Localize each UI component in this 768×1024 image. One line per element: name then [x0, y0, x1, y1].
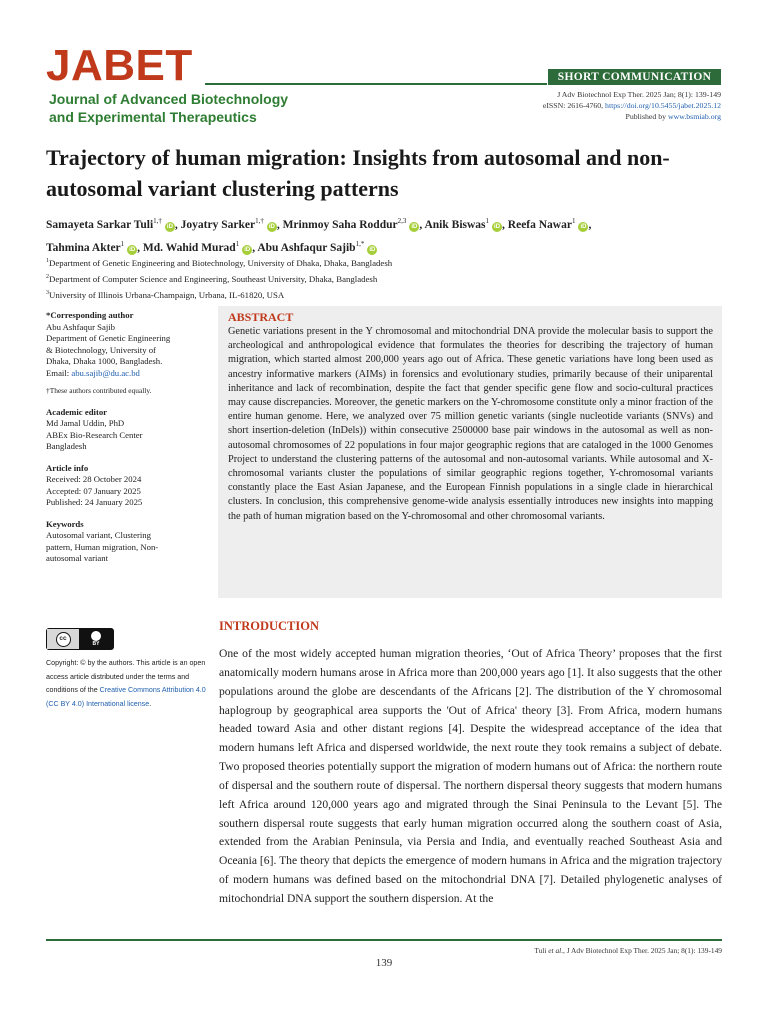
- orcid-icon[interactable]: iD: [129, 246, 136, 253]
- affiliation-item: [46, 254, 392, 270]
- author-separator: ,: [588, 218, 592, 231]
- abstract-heading: ABSTRACT: [228, 310, 294, 324]
- author: [142, 239, 258, 254]
- footer-etal: et al.: [548, 946, 564, 955]
- affiliation-mark: 1: [46, 258, 49, 264]
- author: [424, 219, 507, 231]
- journal-meta: [543, 89, 721, 122]
- corresponding-line: & Biotechnology, University of: [46, 344, 156, 355]
- cc-icon: cc: [56, 632, 71, 647]
- author-name: Abu Ashfaqur Sajib: [257, 241, 356, 254]
- article-info-block: [46, 463, 211, 509]
- cc-icon-panel: [47, 629, 79, 649]
- author-name: Joyatry Sarker: [180, 218, 256, 231]
- published-date: Published: 24 January 2025: [46, 497, 143, 507]
- author-name: Reefa Nawar: [507, 218, 572, 231]
- abstract-box: [218, 306, 722, 598]
- author-name: Anik Biswas: [424, 218, 486, 231]
- orcid-icon[interactable]: iD: [411, 223, 418, 230]
- editor-line: Md Jamal Uddin, PhD: [46, 418, 125, 428]
- affiliation-mark: 3: [46, 289, 49, 296]
- footer-rule: [46, 939, 722, 941]
- doi-link[interactable]: https://doi.org/10.5455/jabet.2025.12: [605, 101, 721, 110]
- author: [181, 219, 283, 231]
- author-name: Mrinmoy Saha Roddur: [282, 218, 398, 231]
- academic-editor-heading: Academic editor: [46, 406, 108, 417]
- corresponding-line: Dhaka, Dhaka 1000, Bangladesh.: [46, 356, 163, 366]
- author-affiliation-mark: 1: [120, 239, 125, 248]
- equal-contribution-note: †These authors contributed equally.: [46, 386, 152, 395]
- editor-line: Bangladesh: [46, 441, 87, 451]
- author-name: Md. Wahid Murad: [142, 241, 236, 254]
- author-separator: ,: [502, 218, 508, 231]
- accepted-date: Accepted: 07 January 2025: [46, 485, 141, 496]
- affiliation-item: [46, 286, 392, 302]
- page-number: 139: [375, 957, 393, 969]
- orcid-icon[interactable]: iD: [580, 223, 587, 230]
- published-by-text: Published by: [625, 112, 668, 121]
- email-link[interactable]: abu.sajib@du.ac.bd: [71, 367, 140, 378]
- author-list: [46, 212, 726, 258]
- author: [46, 239, 143, 254]
- affiliation-list: [46, 254, 392, 302]
- eissn-text: eISSN: 2616-4760,: [542, 101, 606, 110]
- academic-editor-block: [46, 407, 211, 453]
- keywords-heading: Keywords: [46, 518, 84, 529]
- author-name: Samayeta Sarkar Tuli: [46, 218, 154, 231]
- publisher-line: [543, 111, 721, 122]
- journal-logo: JABET: [46, 41, 193, 90]
- email-label: Email:: [46, 367, 72, 378]
- article-sidebar: [46, 310, 211, 575]
- article-title: Trajectory of human migration: Insights from autosomal and non-autosomal variant clustering patterns: [46, 145, 670, 201]
- cc-by-icon: [79, 629, 113, 649]
- orcid-icon[interactable]: iD: [166, 223, 173, 230]
- editor-line: ABEx Bio-Research Center: [46, 429, 143, 440]
- footer-author: Tuli: [534, 946, 549, 955]
- by-label: BY: [92, 641, 100, 647]
- article-type-badge: SHORT COMMUNICATION: [548, 69, 721, 85]
- author-separator: ,: [137, 241, 143, 254]
- abstract-text: Genetic variations present in the Y chromosomal and mitochondrial DNA provide the molecular basis to support the archeological and anthropological evidence that formulates the theories for describing the trajectory of human migration, which started almost 200,000 years ago out of Africa. These genetic variations have long been used as ancestry informative markers (AIMs) in forensics and evolutionary studies, primarily because of their uniparental inheritance and lack of recombination, despite the fact that gender specific gene flow and socio-cultural practices may cause discrepancies. Moreover, the genetic markers on the Y-chromosome constitute only a minor fraction of the entire human genome. Here, we analyzed over 75 million genetic variants (single nucleotide variants (SNVs) and short insertion-deletion (InDels)) within consecutive 2500000 base pair windows in the autosomal as well as non-autosomal chromosomes of 22 populations in four major geographic regions that are cataloged in the 1000 Genomes Project to understand the clustering patterns of the autosomal and non-autosomal variants. While autosomal and X-chromosomal variants cluster the populations of similar geographic regions together, Y-chromosomal variants constantly place the East Asian Japanese, and the European Finnish populations in a single clade in hierarchical clusters. In conclusion, this comprehensive genome-wide analysis essentially introduces new insights into mapping the path of human migration based on the Y-chromosomal and other chromosomal variants.: [228, 326, 713, 522]
- journal-citation: J Adv Biotechnol Exp Ther. 2025 Jan; 8(1): 139-149: [557, 90, 721, 99]
- journal-name-line2: and Experimental Therapeutics: [49, 109, 257, 125]
- author-separator: ,: [419, 218, 425, 231]
- author: [508, 219, 592, 231]
- person-icon: [91, 631, 101, 641]
- email-line: [46, 368, 211, 380]
- license-link[interactable]: Creative Commons Attribution 4.0 (CC BY 4.0) International license: [46, 686, 206, 708]
- introduction-heading: INTRODUCTION: [219, 619, 320, 633]
- keywords-block: [46, 519, 211, 565]
- author: [283, 219, 425, 231]
- author-separator: ,: [252, 241, 258, 254]
- orcid-icon[interactable]: iD: [268, 223, 275, 230]
- footer-journal: , J Adv Biotechnol Exp Ther. 2025 Jan; 8(1): 139-149: [563, 946, 722, 955]
- keywords-line: autosomal variant: [46, 553, 109, 563]
- author-affiliation-mark: 1,*: [355, 239, 365, 248]
- affiliation-item: [46, 270, 392, 286]
- author-separator: ,: [174, 218, 181, 231]
- affiliation-mark: 2: [46, 273, 49, 280]
- copyright-end: .: [149, 699, 152, 708]
- author-separator: ,: [276, 218, 283, 231]
- cc-by-license-badge[interactable]: [46, 628, 114, 650]
- affiliation-text: Department of Computer Science and Engineering, Southeast University, Dhaka, Bangladesh: [49, 273, 378, 284]
- received-date: Received: 28 October 2024: [46, 474, 142, 484]
- footer-citation: [534, 946, 722, 955]
- keywords-line: pattern, Human migration, Non-: [46, 541, 159, 552]
- journal-name-line1: Journal of Advanced Biotechnology: [49, 91, 289, 107]
- affiliation-text: Department of Genetic Engineering and Biotechnology, University of Dhaka, Dhaka, Bangladesh: [49, 257, 393, 268]
- corresponding-line: Abu Ashfaqur Sajib: [46, 321, 116, 332]
- author-affiliation-mark: 1,†: [153, 217, 162, 225]
- affiliation-text: University of Illinois Urbana-Champaign, Urbana, IL-61820, USA: [49, 289, 285, 300]
- orcid-icon[interactable]: iD: [369, 246, 376, 253]
- author: [257, 239, 377, 254]
- publisher-link[interactable]: www.bsmiab.org: [667, 112, 721, 121]
- copyright-notice: [46, 657, 206, 711]
- author-affiliation-mark: 1: [235, 239, 240, 248]
- author-name: Tahmina Akter: [46, 241, 121, 254]
- journal-name: [49, 90, 288, 126]
- author-affiliation-mark: 1,†: [255, 217, 264, 225]
- corresponding-author-block: [46, 310, 211, 397]
- author-affiliation-mark: 2,3: [397, 217, 407, 225]
- corresponding-line: Department of Genetic Engineering: [46, 333, 171, 343]
- corresponding-author-heading: *Corresponding author: [46, 310, 134, 320]
- orcid-icon[interactable]: iD: [494, 223, 501, 230]
- copyright-text: Copyright: © by the authors. This article is an open access article distributed under the terms and conditions of the: [46, 659, 206, 694]
- author-affiliation-mark: 1: [571, 217, 576, 225]
- eissn-line: [543, 100, 721, 111]
- header-rule: [205, 83, 547, 85]
- keywords-line: Autosomal variant, Clustering: [46, 530, 151, 540]
- author-affiliation-mark: 1: [485, 217, 490, 225]
- article-info-heading: Article info: [46, 462, 89, 473]
- author: [46, 219, 181, 231]
- introduction-text: One of the most widely accepted human migration theories, ‘Out of Africa Theory’ proposes that the first anatomically modern humans arose in Africa more than 200,000 years ago [1]. It also suggests that the other populations around the globe are descendants of the Africans [2]. The distribution of the Y chromosomal haplogroup by geographical area supports the 'Out of Africa' theory [3]. From Africa, modern humans headed toward Asia and other distant regions [4]. Despite the widespread acceptance of the idea that modern humans left Africa and dispersed worldwide, the next route they took remains a subject of debate. Two proposed theories potentially support the migration of modern humans out of Africa: the northern route of dispersal and the southern route of dispersal. The northern dispersal theory suggests that modern humans left Africa around 120,000 years ago and migrated through the Sinai Peninsula to the Levant [5]. The southern dispersal route suggests that early human migration occurred along the southern coast of Asia, extended from the Arabian Peninsula, via Persia and India, and eventually reached Southeast Asia and Oceania [6]. The theory that depicts the emergence of modern humans in Africa and the migration trajectory of modern humans was defined based on the mitochondrial DNA [7]. Detailed phylogenetic analyses of mitochondrial DNA support the southern dispersion. At the: [219, 647, 722, 905]
- orcid-icon[interactable]: iD: [244, 246, 251, 253]
